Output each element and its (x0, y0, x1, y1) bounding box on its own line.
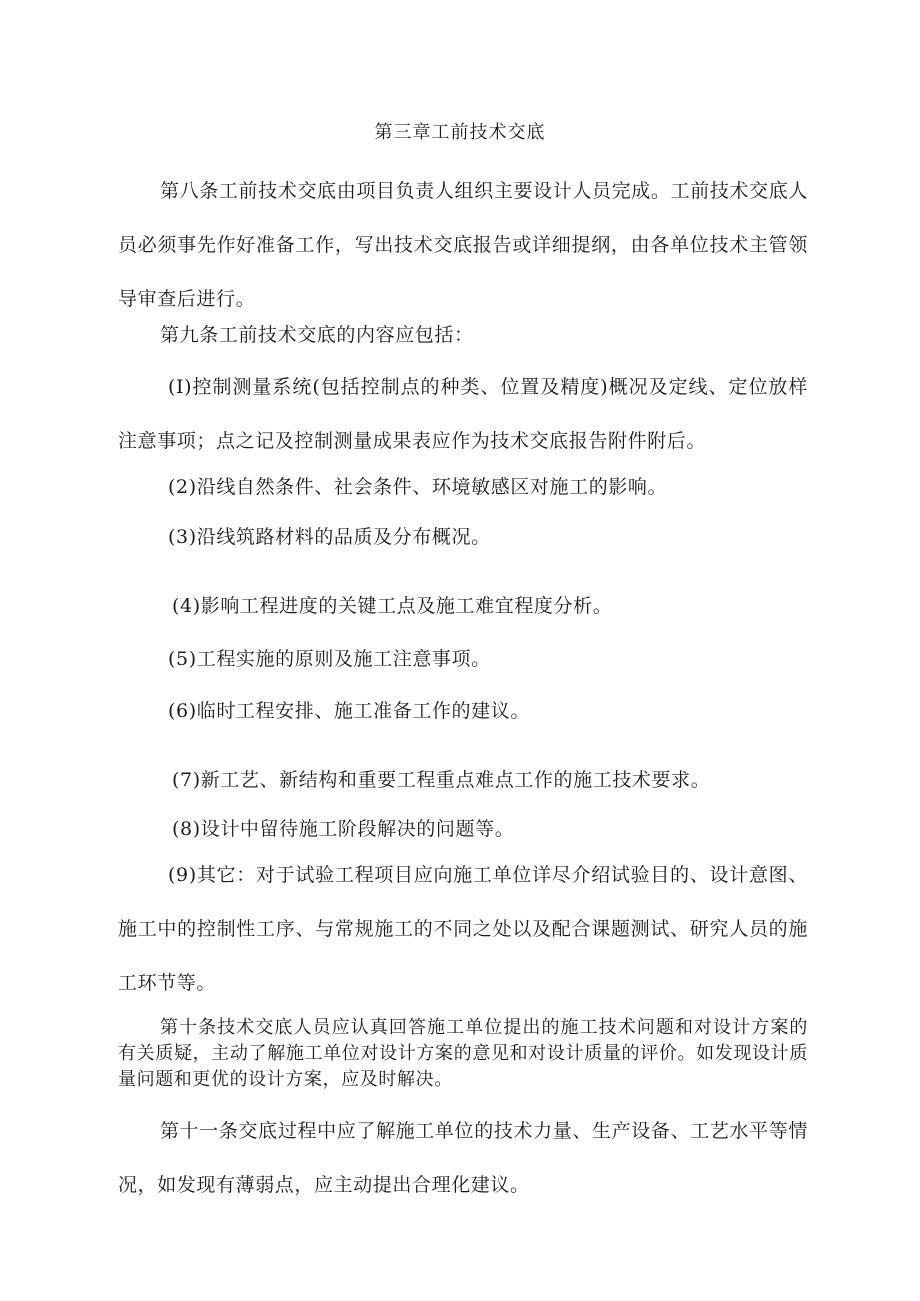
article-8: 第八条工前技术交底由项目负责人组织主要设计人员完成。工前技术交底人员必须事先作好准备工作，写出技术交底报告或详细提纲，由各单位技术主管领导审查后进行。 (118, 180, 808, 310)
item-9: (9)其它：对于试验工程项目应向施工单位详尽介绍试验目的、设计意图、施工中的控制性工序、与常规施工的不同之处以及配合课题测试、研究人员的施工环节等。 (118, 864, 808, 994)
article-10: 第十条技术交底人员应认真回答施工单位提出的施工技术问题和对设计方案的有关质疑，主动了解施工单位对设计方案的意见和对设计质量的评价。如发现设计质量问题和更优的设计方案，应及时解决。 (118, 1017, 808, 1090)
item-4: (4)影响工程进度的关键工点及施工难宜程度分析。 (172, 595, 613, 617)
item-2: (2)沿线自然条件、社会条件、环境敏感区对施工的影响。 (168, 476, 668, 498)
item-6: (6)临时工程安排、施工准备工作的建议。 (168, 700, 530, 722)
item-1: (I)控制测量系统(包括控制点的种类、位置及精度)概况及定线、定位放样注意事项；点之记及控制测量成果表应作为技术交底报告附件附后。 (118, 376, 808, 452)
article-9-intro: 第九条工前技术交底的内容应包括： (160, 324, 474, 346)
item-5: (5)工程实施的原则及施工注意事项。 (168, 648, 491, 670)
item-8: (8)设计中留待施工阶段解决的问题等。 (172, 818, 515, 840)
item-7: (7)新工艺、新结构和重要工程重点难点工作的施工技术要求。 (172, 769, 711, 791)
item-3: (3)沿线筑路材料的品质及分布概况。 (168, 526, 491, 548)
chapter-title: 第三章工前技术交底 (374, 122, 546, 143)
article-11: 第十一条交底过程中应了解施工单位的技术力量、生产设备、工艺水平等情况，如发现有薄弱点，应主动提出合理化建议。 (118, 1120, 808, 1196)
